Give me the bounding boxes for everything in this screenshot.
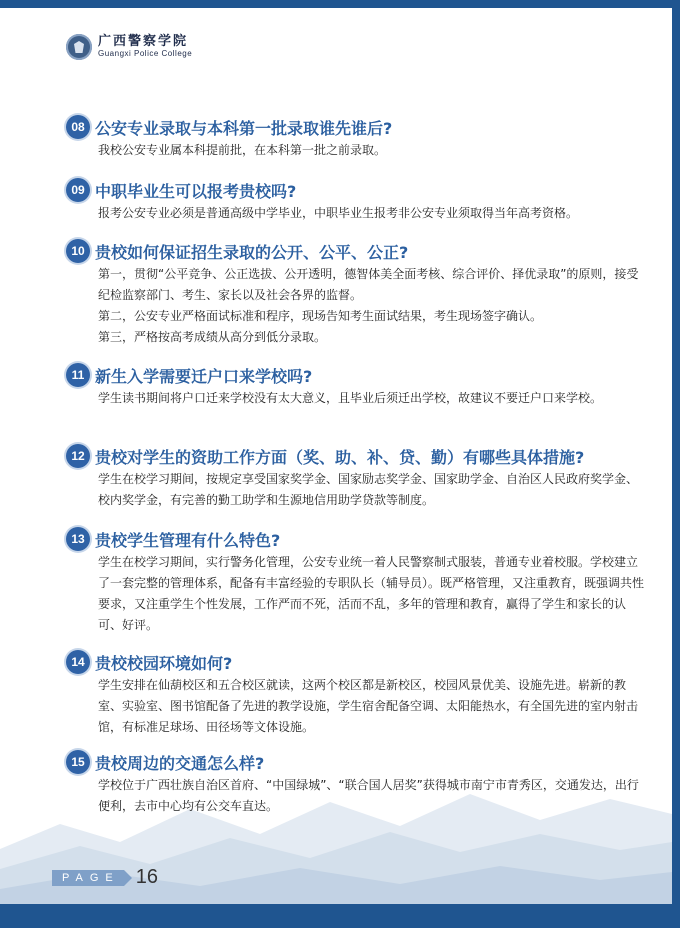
answer-paragraph: 第一，贯彻“公平竞争、公正选拔、公开透明，德智体美全面考核、综合评价、择优录取”的原则，接受纪检监察部门、考生、家长以及社会各界的监督。: [98, 267, 639, 302]
question-number-badge: 10: [66, 239, 90, 263]
answer-text: [98, 775, 646, 817]
answer-paragraph: 第三，严格按高考成绩从高分到低分录取。: [98, 330, 327, 344]
answer-text: [98, 469, 646, 511]
question-title: 公安专业录取与本科第一批录取谁先谁后?: [95, 118, 393, 138]
question-number-badge: 09: [66, 178, 90, 202]
question-title: 贵校对学生的资助工作方面（奖、助、补、贷、勤）有哪些具体措施?: [95, 447, 585, 467]
answer-paragraph: 学生在校学习期间，实行警务化管理，公安专业统一着人民警察制式服装，普通专业着校服。学校建立了一套完整的管理体系，配备有丰富经验的专职队长（辅导员）。既严格管理，又注重教育，既强调共性要求，又注重学生个性发展，工作严而不死，活而不乱，多年的管理和教育，赢得了学生和家长的认可、好评。: [98, 555, 645, 632]
question-number-badge: 08: [66, 115, 90, 139]
question-title: 新生入学需要迁户口来学校吗?: [95, 366, 313, 386]
bottom-border: [0, 904, 680, 928]
college-name-en: Guangxi Police College: [98, 49, 193, 58]
police-emblem-icon: [66, 34, 92, 60]
faq-item-15: [66, 749, 656, 817]
answer-paragraph: 学生读书期间将户口迁来学校没有太大意义，且毕业后须迁出学校，故建议不要迁户口来学校。: [98, 391, 603, 405]
page-label: PAGE: [52, 870, 124, 886]
question-title: 贵校周边的交通怎么样?: [95, 753, 265, 773]
answer-text: [98, 552, 646, 636]
faq-item-08: [66, 114, 656, 161]
question-number-badge: 11: [66, 363, 90, 387]
answer-paragraph: 学生安排在仙葫校区和五合校区就读，这两个校区都是新校区，校园风景优美、设施先进。崭新的教室、实验室、图书馆配备了先进的教学设施，学生宿舍配备空调、太阳能热水，有全国先进的室内射击馆，有标准足球场、田径场等文体设施。: [98, 678, 639, 734]
college-name-cn: 广西警察学院: [98, 34, 189, 49]
answer-paragraph: 学校位于广西壮族自治区首府、“中国绿城”、“联合国人居奖”获得城市南宁市青秀区，交通发达，出行便利，去市中心均有公交车直达。: [98, 778, 639, 813]
answer-paragraph: 报考公安专业必须是普通高级中学毕业，中职毕业生报考非公安专业须取得当年高考资格。: [98, 206, 579, 220]
answer-text: [98, 140, 646, 161]
top-border: [0, 0, 680, 8]
faq-item-09: [66, 177, 656, 224]
right-border: [672, 0, 680, 928]
question-title: 贵校校园环境如何?: [95, 653, 233, 673]
college-name: [98, 35, 192, 59]
answer-paragraph: 我校公安专业属本科提前批，在本科第一批之前录取。: [98, 143, 387, 157]
question-number-badge: 12: [66, 444, 90, 468]
question-title: 贵校学生管理有什么特色?: [95, 530, 281, 550]
faq-item-10: [66, 238, 656, 348]
answer-paragraph: 学生在校学习期间，按规定享受国家奖学金、国家励志奖学金、国家助学金、自治区人民政府奖学金、校内奖学金，有完善的勤工助学和生源地信用助学贷款等制度。: [98, 472, 639, 507]
answer-text: [98, 203, 646, 224]
answer-text: [98, 675, 646, 738]
question-number-badge: 13: [66, 527, 90, 551]
page-footer: [52, 866, 158, 889]
college-header: [66, 34, 192, 60]
question-number-badge: 15: [66, 750, 90, 774]
faq-item-13: [66, 526, 656, 636]
question-title: 中职毕业生可以报考贵校吗?: [95, 181, 297, 201]
faq-item-14: [66, 649, 656, 738]
arrow-right-icon: [124, 870, 132, 886]
answer-text: [98, 388, 646, 409]
answer-paragraph: 第二，公安专业严格面试标准和程序，现场告知考生面试结果，考生现场签字确认。: [98, 309, 543, 323]
question-title: 贵校如何保证招生录取的公开、公平、公正?: [95, 242, 409, 262]
answer-text: [98, 264, 646, 348]
faq-item-12: [66, 443, 656, 511]
question-number-badge: 14: [66, 650, 90, 674]
page-number: 16: [135, 866, 159, 888]
faq-item-11: [66, 362, 656, 409]
